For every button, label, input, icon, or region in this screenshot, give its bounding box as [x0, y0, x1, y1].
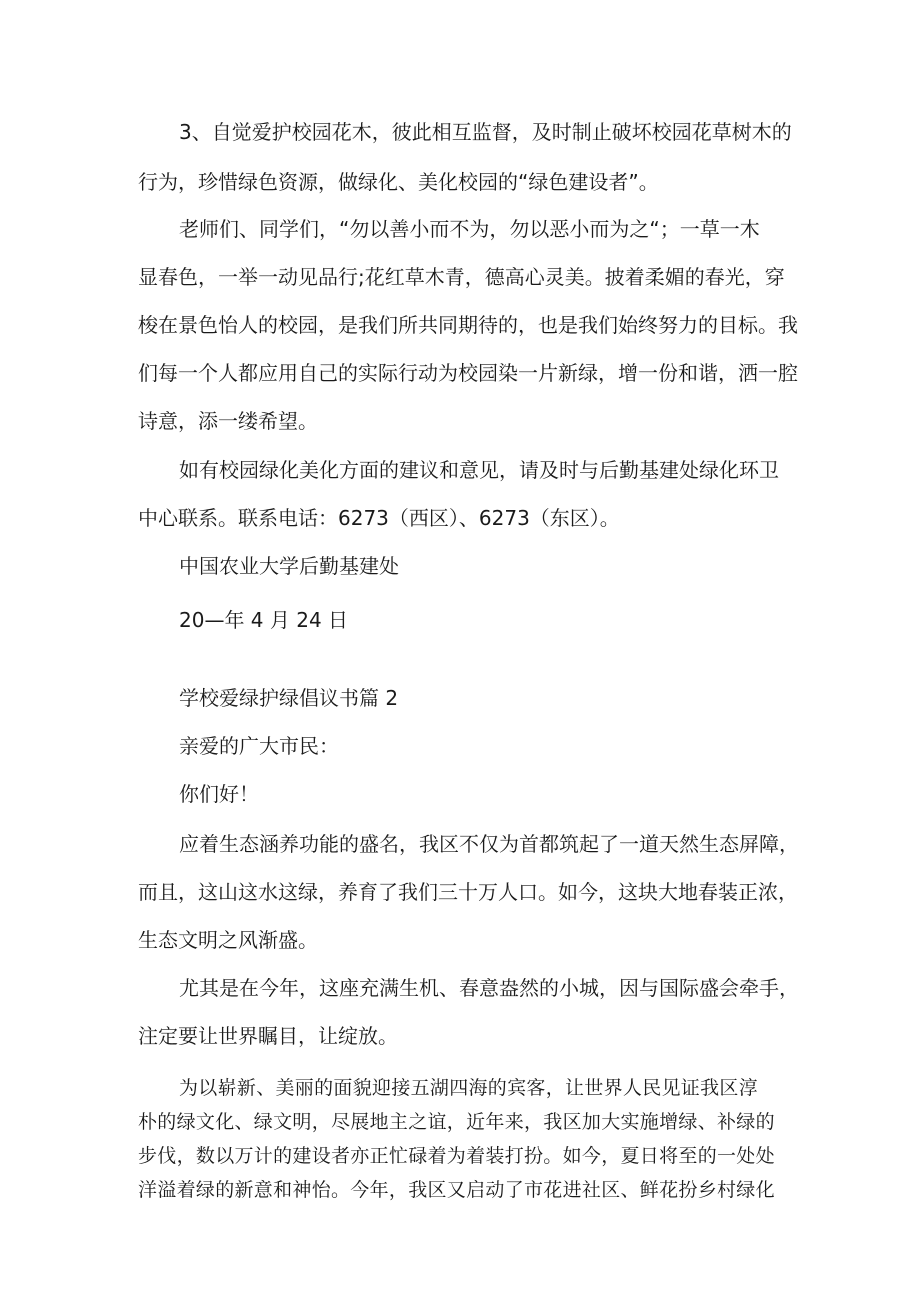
paragraph-line: 注定要让世界瞩目，让绽放。: [138, 1024, 398, 1048]
paragraph-line: 如有校园绿化美化方面的建议和意见，请及时与后勤基建处绿化环卫: [179, 458, 779, 482]
section-title: 学校爱绿护绿倡议书篇 2: [179, 686, 399, 710]
date: 20—年 4 月 24 日: [179, 608, 349, 632]
paragraph-line: 而且，这山这水这绿，养育了我们三十万人口。如今，这块大地春装正浓，: [138, 880, 798, 904]
paragraph-line: 行为，珍惜绿色资源，做绿化、美化校园的“绿色建设者”。: [138, 170, 659, 194]
signature: 中国农业大学后勤基建处: [179, 554, 399, 578]
paragraph-line: 诗意，添一缕希望。: [138, 409, 318, 433]
paragraph-line: 中心联系。联系电话：6273（西区）、6273（东区）。: [138, 506, 620, 530]
paragraph-line: 3、自觉爱护校园花木，彼此相互监督，及时制止破坏校园花草树木的: [179, 120, 792, 144]
paragraph-line: 们每一个人都应用自己的实际行动为校园染一片新绿，增一份和谐，洒一腔: [138, 361, 798, 385]
paragraph-line: 显春色，一举一动见品行;花红草木青，德高心灵美。披着柔媚的春光，穿: [138, 265, 785, 289]
paragraph-line: 梭在景色怡人的校园，是我们所共同期待的，也是我们始终努力的目标。我: [138, 313, 798, 337]
salutation: 亲爱的广大市民：: [179, 734, 339, 758]
paragraph-line: 为以崭新、美丽的面貌迎接五湖四海的宾客，让世界人民见证我区淳: [179, 1077, 759, 1099]
greeting: 你们好！: [179, 782, 259, 806]
paragraph-line: 洋溢着绿的新意和神怡。今年，我区又启动了市花进社区、鲜花扮乡村绿化: [138, 1179, 775, 1201]
paragraph-line: 朴的绿文化、绿文明，尽展地主之谊，近年来，我区加大实施增绿、补绿的: [138, 1111, 775, 1133]
paragraph-line: 老师们、同学们，“勿以善小而不为，勿以恶小而为之“；一草一木: [179, 217, 760, 241]
paragraph-line: 尤其是在今年，这座充满生机、春意盎然的小城，因与国际盛会牵手，: [179, 976, 799, 1000]
paragraph-line: 生态文明之风渐盛。: [138, 928, 318, 952]
paragraph-line: 应着生态涵养功能的盛名，我区不仅为首都筑起了一道天然生态屏障，: [179, 832, 799, 856]
paragraph-line: 步伐，数以万计的建设者亦正忙碌着为着装打扮。如今，夏日将至的一处处: [138, 1145, 775, 1167]
